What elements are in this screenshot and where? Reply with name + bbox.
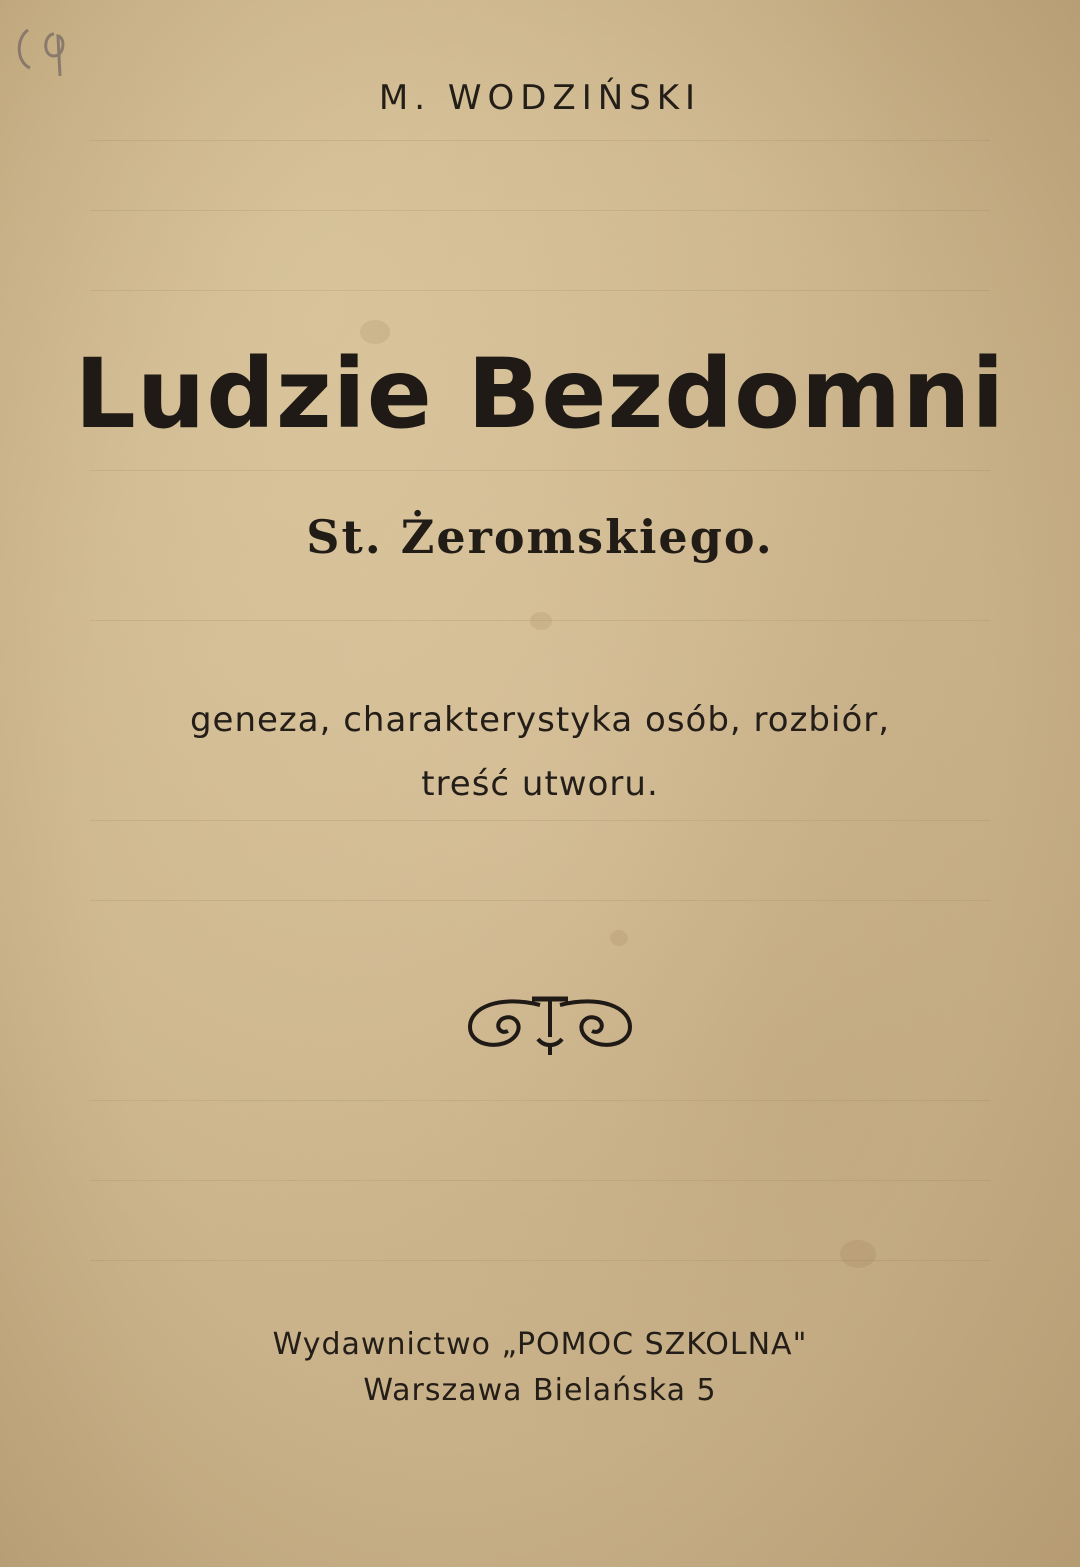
bleed-through-line xyxy=(90,900,990,901)
scroll-ornament-icon xyxy=(460,985,640,1065)
bleed-through-line xyxy=(90,290,990,291)
book-title: Ludzie Bezdomni xyxy=(74,338,1006,450)
bleed-through-line xyxy=(90,210,990,211)
handwritten-mark-icon xyxy=(10,20,90,80)
paper-stain xyxy=(610,930,628,946)
bleed-through-line xyxy=(90,1180,990,1181)
paper-stain xyxy=(840,1240,876,1268)
publisher-address: Warszawa Bielańska 5 xyxy=(363,1373,717,1408)
bleed-through-line xyxy=(90,140,990,141)
publisher-name: Wydawnictwo „POMOC SZKOLNA" xyxy=(272,1327,808,1362)
description-line: treść utworu. xyxy=(421,764,659,804)
author-name: M. WODZIŃSKI xyxy=(378,78,702,118)
bleed-through-line xyxy=(90,1100,990,1101)
description xyxy=(0,688,1080,816)
description-line: geneza, charakterystyka osób, rozbiór, xyxy=(189,700,891,740)
book-subtitle: St. Żeromskiego. xyxy=(306,510,774,564)
bleed-through-line xyxy=(90,820,990,821)
paper-stain xyxy=(530,612,552,630)
bleed-through-line xyxy=(90,470,990,471)
publisher-block xyxy=(0,1322,1080,1414)
